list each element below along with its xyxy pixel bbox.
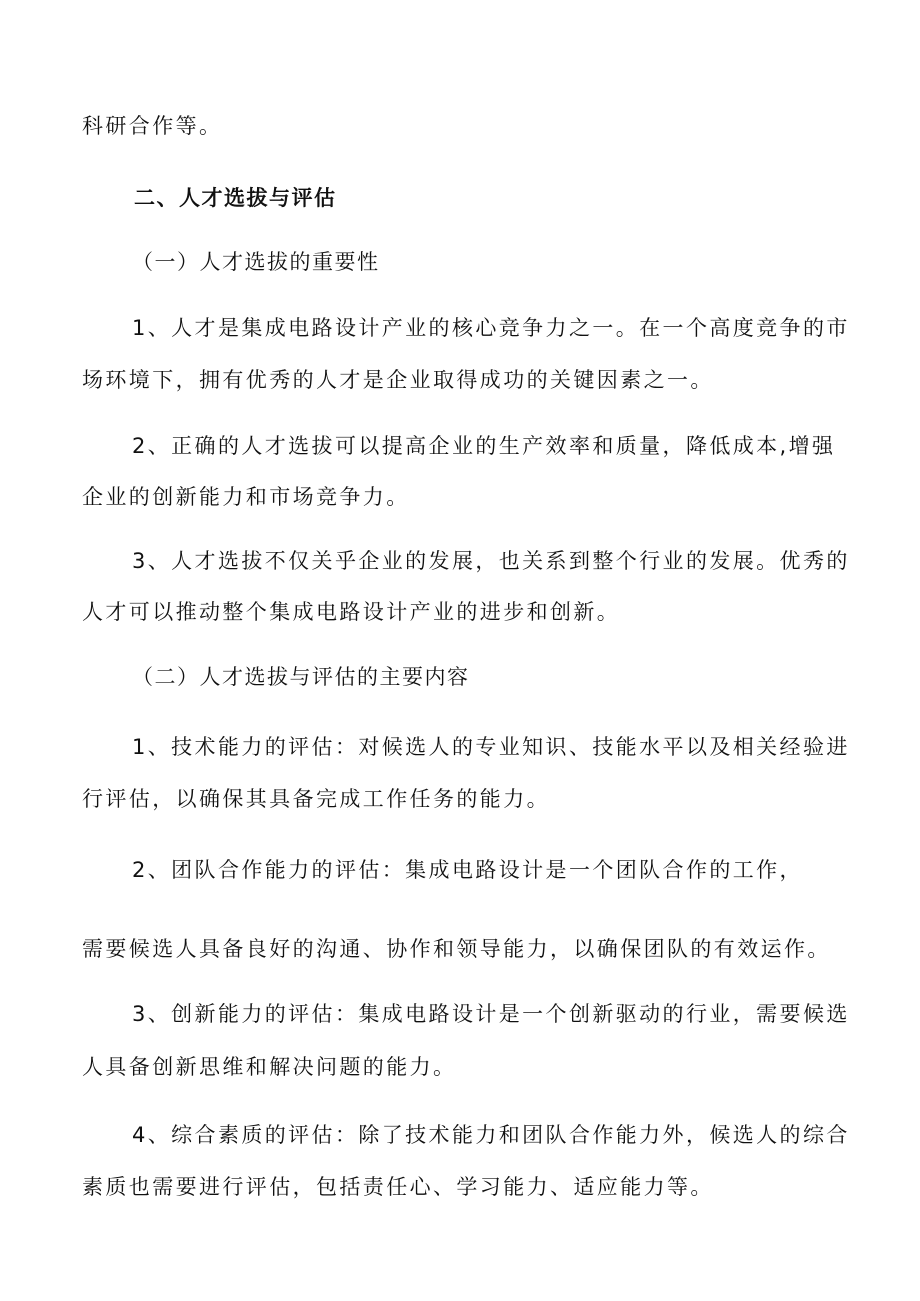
paragraph-line: 人才可以推动整个集成电路设计产业的进步和创新。 — [82, 600, 621, 624]
paragraph-line: 人具备创新思维和解决问题的能力。 — [82, 1055, 457, 1079]
section-heading: 二、人才选拔与评估 — [134, 186, 337, 210]
paragraph-line: 企业的创新能力和市场竞争力。 — [82, 485, 410, 509]
subsection-title-2: （二）人才选拔与评估的主要内容 — [132, 665, 470, 689]
subsection-title-1: （一）人才选拔的重要性 — [132, 250, 380, 274]
paragraph-line: 1、技术能力的评估：对候选人的专业知识、技能水平以及相关经验进 — [132, 735, 850, 759]
paragraph-line: 2、团队合作能力的评估：集成电路设计是一个团队合作的工作， — [132, 858, 803, 882]
paragraph-line: 素质也需要进行评估，包括责任心、学习能力、适应能力等。 — [82, 1175, 714, 1199]
paragraph-line: 行评估，以确保其具备完成工作任务的能力。 — [82, 787, 550, 811]
paragraph-line: 4、综合素质的评估：除了技术能力和团队合作能力外，候选人的综合 — [132, 1123, 850, 1147]
paragraph-line: 3、创新能力的评估：集成电路设计是一个创新驱动的行业，需要候选 — [132, 1002, 850, 1026]
paragraph-line: 3、人才选拔不仅关乎企业的发展，也关系到整个行业的发展。优秀的 — [132, 549, 850, 573]
paragraph-line: 2、正确的人才选拔可以提高企业的生产效率和质量，降低成本,增强 — [132, 434, 836, 458]
paragraph-line: 1、人才是集成电路设计产业的核心竞争力之一。在一个高度竞争的市 — [132, 316, 850, 340]
continuation-text: 科研合作等。 — [82, 114, 223, 138]
paragraph-line: 场环境下，拥有优秀的人才是企业取得成功的关键因素之一。 — [82, 368, 714, 392]
paragraph-line: 需要候选人具备良好的沟通、协作和领导能力，以确保团队的有效运作。 — [82, 937, 831, 961]
